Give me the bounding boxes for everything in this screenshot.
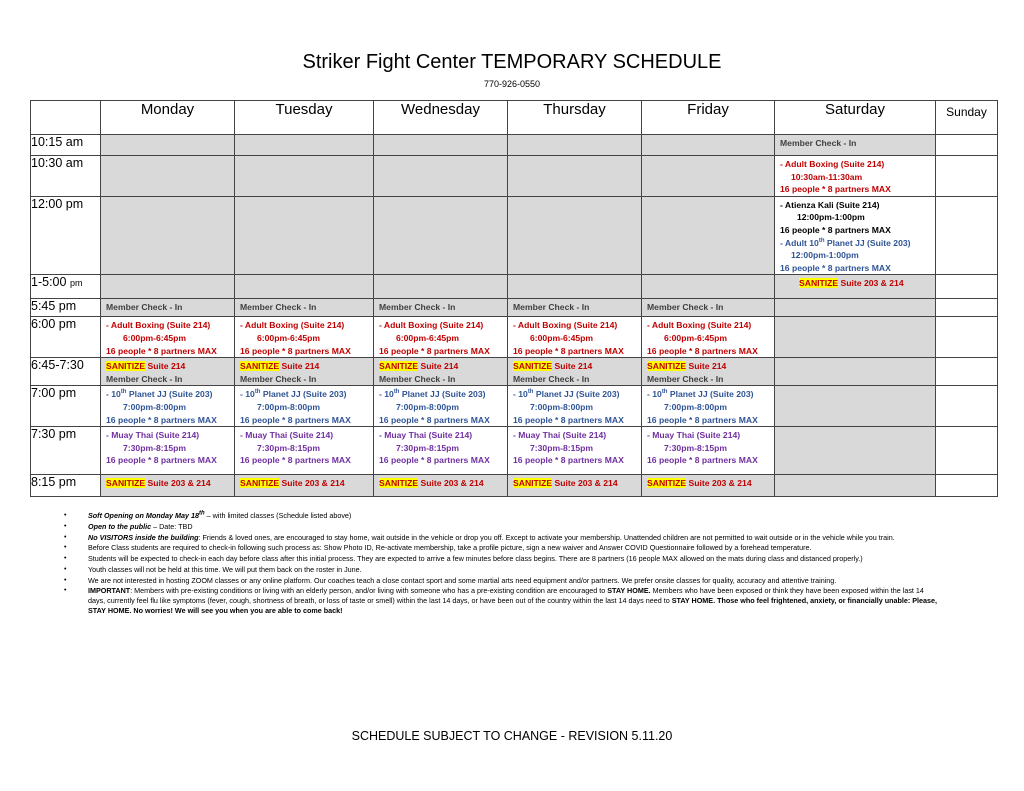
row-1200 (31, 196, 998, 275)
bullet-icon: • (64, 522, 67, 530)
class-name: - Muay Thai (Suite 214) (647, 430, 741, 441)
checkin-label: Member Check - In (379, 302, 456, 313)
bullet-icon: • (64, 544, 67, 552)
empty-slot (374, 275, 508, 299)
sanitize-entry: SANITIZE Suite 203 & 214 (106, 478, 211, 489)
empty-slot (235, 196, 374, 275)
checkin-label: Member Check - In (106, 302, 183, 313)
checkin-label: Member Check - In (240, 373, 317, 384)
slot-wednesday (374, 386, 508, 427)
class-capacity: 16 people * 8 partners MAX (106, 345, 217, 356)
empty-slot (936, 156, 998, 197)
slot-monday (101, 358, 235, 386)
phone-number: 770-926-0550 (483, 79, 541, 89)
checkin-label: Member Check - In (780, 138, 857, 148)
class-time: 7:00pm-8:00pm (257, 401, 321, 412)
sanitize-entry: SANITIZE Suite 203 & 214 (799, 278, 904, 289)
sanitize-entry: SANITIZE Suite 214 Member Check - In (508, 358, 641, 385)
slot-tuesday (235, 475, 374, 497)
checkin-label: Member Check - In (647, 373, 724, 384)
empty-slot (235, 156, 374, 197)
class-capacity: 16 people * 8 partners MAX (780, 184, 891, 195)
day-header-tuesday: Tuesday (235, 101, 374, 135)
note-item: • Youth classes will not be held at this time. We will put them back on the roster in June. (64, 564, 362, 574)
empty-slot (936, 275, 998, 299)
empty-slot (775, 299, 936, 317)
class-capacity: 16 people * 8 partners MAX (240, 345, 351, 356)
class-name: - 10th Planet JJ (Suite 203) (647, 389, 754, 400)
note-item: • IMPORTANT: Members with pre-existing conditions or living with an elderly person, and/or living with someone who has a pre-existing condition are encouraged to STAY HOME. Members who have been exposed or think they have been exposed within the last 14 days, currently feel flu like symptoms (fever, cough, shortness of breath, or loss of taste or smell) within the last 14 days, or have been out of the country within the last 14 days need to STAY HOME. Those who feel frightened, anxiety, or financially unable: Please, STAY HOME. No worries! We will see you when you are able to come back! (64, 586, 938, 615)
class-entry (101, 386, 234, 426)
checkin-label: Member Check - In (240, 302, 317, 313)
time-label: 6:45-7:30 (31, 358, 101, 386)
row-730 (31, 427, 998, 475)
time-label: 1-5:00 pm (31, 275, 101, 299)
class-capacity: 16 people * 8 partners MAX (647, 414, 758, 425)
empty-slot (775, 386, 936, 427)
row-545 (31, 299, 998, 317)
class-name: - 10th Planet JJ (Suite 203) (106, 389, 213, 400)
empty-slot (936, 196, 998, 275)
sanitize-entry: SANITIZE Suite 203 & 214 (240, 478, 345, 489)
empty-slot (642, 275, 775, 299)
class-time: 6:00pm-6:45pm (396, 332, 460, 343)
empty-slot (101, 135, 235, 156)
class-entry (101, 317, 234, 357)
header-row (31, 101, 998, 135)
empty-slot (936, 317, 998, 358)
note-item: • Soft Opening on Monday May 18th – with limited classes (Schedule listed above) (64, 510, 352, 520)
day-header-sunday: Sunday (936, 101, 998, 135)
class-name: - Adult Boxing (Suite 214) (780, 159, 885, 169)
class-name: - Adult Boxing (Suite 214) (240, 320, 345, 331)
class-entry (642, 427, 774, 467)
slot-monday (101, 386, 235, 427)
slot-wednesday (374, 427, 508, 475)
class-entry (374, 427, 507, 467)
class-time: 10:30am-11:30am (791, 171, 863, 182)
class-time: 7:30pm-8:15pm (257, 442, 321, 453)
note-item: • We are not interested in hosting ZOOM classes or any online platform. Our coaches teach a close contact sport and some martial arts need equipment and/or partners. We prefer onsite classes for quality, accuracy and attentive training. (64, 575, 837, 585)
row-1030 (31, 156, 998, 197)
bullet-icon: • (64, 512, 67, 519)
empty-slot (775, 475, 936, 497)
row-815 (31, 475, 998, 497)
empty-slot (508, 156, 642, 197)
revision-footer: SCHEDULE SUBJECT TO CHANGE - REVISION 5.11.20 (351, 729, 673, 743)
day-header-thursday: Thursday (508, 101, 642, 135)
time-label: 8:15 pm (31, 475, 101, 497)
slot-wednesday (374, 475, 508, 497)
slot-tuesday (235, 358, 374, 386)
slot-monday (101, 299, 235, 317)
row-645 (31, 358, 998, 386)
class-time: 6:00pm-6:45pm (530, 332, 594, 343)
class-entry (235, 386, 373, 426)
empty-slot (374, 196, 508, 275)
class-name: - Atienza Kali (Suite 214) (780, 199, 880, 210)
class-capacity: 16 people * 8 partners MAX (513, 455, 624, 466)
note-item: • No VISITORS inside the building: Friends & loved ones, are encouraged to stay home, wait outside in the vehicle or drop you off. Except to activate your membership. Unattended children are not permitted to wait outside or in the vehicle while you train. (64, 532, 895, 542)
class-capacity: 16 people * 8 partners MAX (240, 455, 351, 466)
class-name: - Muay Thai (Suite 214) (379, 430, 473, 441)
sanitize-entry: SANITIZE Suite 214 Member Check - In (374, 358, 507, 385)
class-time: 6:00pm-6:45pm (664, 332, 728, 343)
class-capacity: 16 people * 8 partners MAX (106, 414, 217, 425)
class-time: 12:00pm-1:00pm (797, 212, 865, 223)
class-name: - Muay Thai (Suite 214) (106, 430, 200, 441)
slot-saturday (775, 275, 936, 299)
class-time: 7:00pm-8:00pm (396, 401, 460, 412)
row-1015 (31, 135, 998, 156)
slot-monday (101, 317, 235, 358)
class-time: 7:00pm-8:00pm (123, 401, 187, 412)
empty-slot (101, 275, 235, 299)
class-capacity: 16 people * 8 partners MAX (379, 414, 490, 425)
time-label: 7:00 pm (31, 386, 101, 427)
checkin-label: Member Check - In (513, 302, 590, 313)
slot-saturday (775, 196, 936, 275)
class-time: 6:00pm-6:45pm (257, 332, 321, 343)
class-time: 7:00pm-8:00pm (530, 401, 594, 412)
class-time: 7:30pm-8:15pm (530, 442, 594, 453)
class-capacity: 16 people * 8 partners MAX (240, 414, 351, 425)
class-entry (775, 197, 935, 275)
slot-thursday (508, 427, 642, 475)
notes-list (64, 510, 938, 616)
slot-saturday (775, 135, 936, 156)
class-capacity: 16 people * 8 partners MAX (513, 345, 624, 356)
bullet-icon: • (64, 587, 67, 595)
slot-tuesday (235, 317, 374, 358)
sanitize-entry: SANITIZE Suite 203 & 214 (513, 478, 618, 489)
bullet-icon: • (64, 576, 67, 584)
sanitize-entry: SANITIZE Suite 214 Member Check - In (235, 358, 373, 385)
empty-slot (235, 275, 374, 299)
empty-slot (508, 196, 642, 275)
class-capacity: 16 people * 8 partners MAX (379, 455, 490, 466)
time-label: 6:00 pm (31, 317, 101, 358)
class-time: 7:30pm-8:15pm (396, 442, 460, 453)
empty-slot (642, 196, 775, 275)
checkin-label: Member Check - In (379, 373, 456, 384)
checkin-label: Member Check - In (647, 302, 724, 313)
slot-wednesday (374, 317, 508, 358)
slot-friday (642, 358, 775, 386)
class-capacity: 16 people * 8 partners MAX (780, 224, 891, 235)
class-time: 6:00pm-6:45pm (123, 332, 187, 343)
class-capacity: 16 people * 8 partners MAX (106, 455, 217, 466)
slot-tuesday (235, 386, 374, 427)
empty-slot (374, 135, 508, 156)
slot-wednesday (374, 358, 508, 386)
row-1to5 (31, 275, 998, 299)
sanitize-entry: SANITIZE Suite 214 Member Check - In (642, 358, 774, 385)
sanitize-entry: SANITIZE Suite 214 Member Check - In (101, 358, 234, 385)
empty-slot (101, 196, 235, 275)
day-header-wednesday: Wednesday (374, 101, 508, 135)
class-entry (508, 317, 641, 357)
class-entry (508, 427, 641, 467)
day-header-friday: Friday (642, 101, 775, 135)
class-capacity: 16 people * 8 partners MAX (647, 345, 758, 356)
slot-thursday (508, 317, 642, 358)
empty-slot (775, 358, 936, 386)
class-entry (374, 386, 507, 426)
empty-slot (508, 275, 642, 299)
class-entry (101, 427, 234, 467)
class-name: - 10th Planet JJ (Suite 203) (240, 389, 347, 400)
checkin-label: Member Check - In (106, 373, 183, 384)
corner-cell (31, 101, 101, 135)
class-entry (508, 386, 641, 426)
time-label: 10:30 am (31, 156, 101, 197)
class-entry (235, 427, 373, 467)
sanitize-entry: SANITIZE Suite 203 & 214 (379, 478, 484, 489)
slot-thursday (508, 358, 642, 386)
empty-slot (775, 427, 936, 475)
class-name: - Adult Boxing (Suite 214) (513, 320, 618, 331)
empty-slot (775, 317, 936, 358)
class-name: - 10th Planet JJ (Suite 203) (513, 389, 620, 400)
slot-thursday (508, 386, 642, 427)
empty-slot (374, 156, 508, 197)
class-entry (374, 317, 507, 357)
empty-slot (936, 358, 998, 386)
bullet-icon: • (64, 565, 67, 573)
class-capacity: 16 people * 8 partners MAX (513, 414, 624, 425)
day-header-monday: Monday (101, 101, 235, 135)
class-name: - Adult Boxing (Suite 214) (647, 320, 752, 331)
class-time: 7:30pm-8:15pm (123, 442, 187, 453)
slot-friday (642, 299, 775, 317)
schedule-table (30, 100, 998, 497)
empty-slot (642, 156, 775, 197)
slot-monday (101, 475, 235, 497)
note-item: • Open to the public – Date: TBD (64, 521, 193, 531)
empty-slot (936, 427, 998, 475)
class-name: - Adult Boxing (Suite 214) (379, 320, 484, 331)
checkin-label: Member Check - In (513, 373, 590, 384)
time-label: 7:30 pm (31, 427, 101, 475)
slot-friday (642, 427, 775, 475)
time-label: 12:00 pm (31, 196, 101, 275)
empty-slot (936, 475, 998, 497)
bullet-icon: • (64, 533, 67, 541)
slot-thursday (508, 299, 642, 317)
slot-friday (642, 475, 775, 497)
empty-slot (642, 135, 775, 156)
class-name: - 10th Planet JJ (Suite 203) (379, 389, 486, 400)
slot-saturday (775, 156, 936, 197)
note-item: • Students will be expected to check-in each day before class after this initial process. They are expected to arrive a few minutes before class begins. There are 8 partners (16 people MAX allowed on the mats during class and distanced properly.) (64, 554, 863, 564)
class-entry (775, 156, 935, 196)
sanitize-entry: SANITIZE Suite 203 & 214 (647, 478, 752, 489)
row-600 (31, 317, 998, 358)
class-capacity: 16 people * 8 partners MAX (780, 262, 891, 273)
class-name: - Muay Thai (Suite 214) (513, 430, 607, 441)
bullet-icon: • (64, 555, 67, 563)
class-entry (642, 317, 774, 357)
row-700 (31, 386, 998, 427)
slot-tuesday (235, 299, 374, 317)
time-label: 10:15 am (31, 135, 101, 156)
day-header-saturday: Saturday (775, 101, 936, 135)
class-time: 7:30pm-8:15pm (664, 442, 728, 453)
empty-slot (936, 135, 998, 156)
empty-slot (235, 135, 374, 156)
class-time: 7:00pm-8:00pm (664, 401, 728, 412)
class-time: 12:00pm-1:00pm (791, 250, 859, 261)
empty-slot (936, 299, 998, 317)
slot-wednesday (374, 299, 508, 317)
slot-friday (642, 317, 775, 358)
slot-friday (642, 386, 775, 427)
class-name: - Adult Boxing (Suite 214) (106, 320, 211, 331)
class-entry (642, 386, 774, 426)
class-capacity: 16 people * 8 partners MAX (379, 345, 490, 356)
class-entry (235, 317, 373, 357)
class-name: - Muay Thai (Suite 214) (240, 430, 334, 441)
time-label: 5:45 pm (31, 299, 101, 317)
empty-slot (101, 156, 235, 197)
slot-thursday (508, 475, 642, 497)
note-item: • Before Class students are required to check-in following such process as: Show Photo ID, Re-activate membership, take a profile picture, sign a new waiver and Answer COVID Questionnaire followed by a forehead temperature. (64, 543, 812, 553)
class-name: - Adult 10th Planet JJ (Suite 203) (780, 237, 911, 248)
empty-slot (508, 135, 642, 156)
empty-slot (936, 386, 998, 427)
slot-monday (101, 427, 235, 475)
slot-tuesday (235, 427, 374, 475)
class-capacity: 16 people * 8 partners MAX (647, 455, 758, 466)
page-title: Striker Fight Center TEMPORARY SCHEDULE (302, 51, 722, 73)
